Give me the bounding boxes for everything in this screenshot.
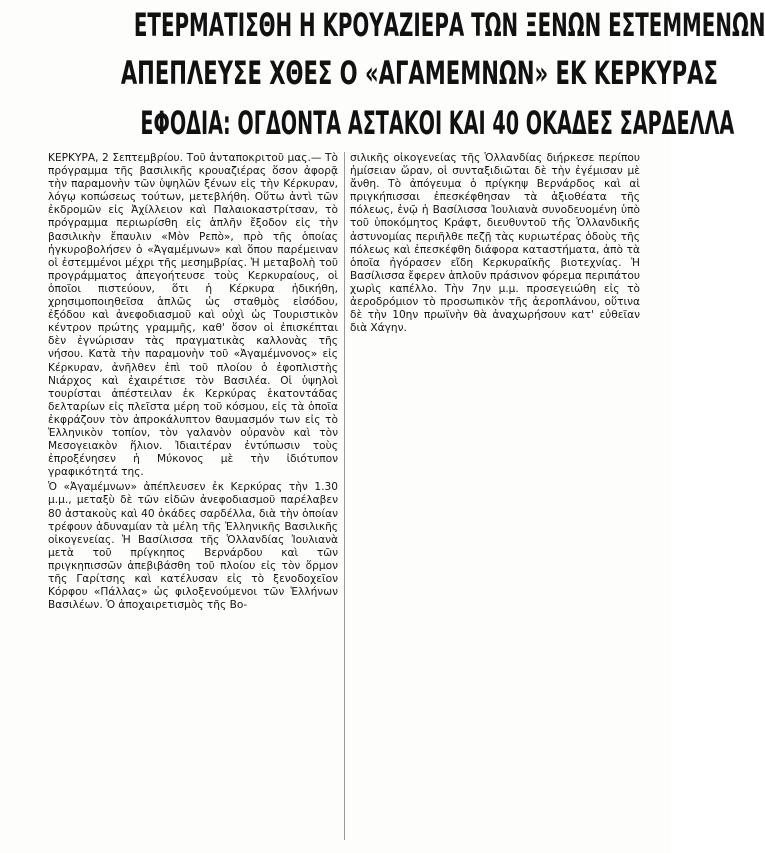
article-paragraph: ΚΕΡΚΥΡΑ, 2 Σεπτεμβρίου. Τοῦ ἀνταποκριτοῦ μας.— Τὸ πρόγραμμα τῆς βασιλικῆς κρουαζιέρας ὅσον ἀφορᾷ τὴν παραμονὴν τῶν ὑψηλῶν ξένων εἰς τὴν Κέρκυραν, λόγῳ κοπώσεως τούτων, μετεβλήθη. Οὕτω ἀντὶ τῶν ἐκδρομῶν εἰς Ἀχίλλειον καὶ Παλαιοκαστρίτσαν, τὸ πρόγραμμα περιωρίσθη εἰς ἁπλῆν ἔξοδον εἰς τὴν βασιλικὴν ἔπαυλιν «Μὸν Ρεπὸ», πρὸ τῆς ὁποίας ἠγκυροβολήσεν ὁ «Ἀγαμέμνων» καὶ ὅπου παρέμειναν οἱ ἐστεμμένοι μέχρι τῆς μεσημβρίας. Ἡ μεταβολὴ τοῦ προγράμματος ἀπεγοήτευσε τοὺς Κερκυραίους, οἱ ὁποῖοι πιστεύουν, ὅτι ἡ Κέρκυρα ἠδικήθη, χρησιμοποιηθεῖσα ἁπλῶς ὡς σταθμὸς εἰσόδου, ἐξόδου καὶ ἀνεφοδιασμοῦ καὶ οὐχὶ ὡς Τουριστικὸν κέντρον πρώτης γραμμῆς, καθ' ὅσον οἱ ἐπισκέπται δὲν ἐγνώρισαν τὰς πραγματικὰς καλλονὰς τῆς νήσου. Κατὰ τὴν παραμονὴν τοῦ «Ἀγαμέμνονος» εἰς Κέρκυραν, ἀνῆλθεν ἐπὶ τοῦ πλοίου ὁ ἐφοπλιστὴς Νιάρχος καὶ ἐχαιρέτισε τὸν Βασιλέα. Οἱ ὑψηλοὶ τουρίσται ἀπέστειλαν ἐκ Κερκύρας ἑκατοντάδας δελταρίων εἰς πλεῖστα μέρη τοῦ κόσμου, εἰς τὰ ὁποῖα ἐκφράζουν τὸν ἀπροκάλυπτον θαυμασμόν των εἰς τὸ Ἑλληνικὸν τοπίον, τὸν γαλανὸν οὐρανὸν καὶ τὸν Μεσογειακὸν ἥλιον. Ἰδιαιτέραν ἐντύπωσιν τοὺς ἐπροξένησεν ἡ Μύκονος μὲ τὴν ἰδιότυπον γραφικότητά της. [48, 152, 338, 479]
article-column-right [350, 152, 640, 335]
article-column-left [48, 152, 338, 612]
headline-line-3: ΕΦΟΔΙΑ: ΟΓΔΟΝΤΑ ΑΣΤΑΚΟΙ ΚΑΙ 40 ΟΚΑΔΕΣ ΣΑΡΔΕΛΛΑ [140, 104, 735, 142]
article-paragraph: σιλικῆς οἰκογενείας τῆς Ὁλλανδίας διήρκεσε περίπου ἡμίσειαν ὥραν, οἱ συνταξιδιῶται δὲ τὴν ἐγέμισαν μὲ ἄνθη. Τὸ ἀπόγευμα ὁ πρίγκηψ Βερνάρδος καὶ αἱ πριγκήπισσαι ἐπεσκέφθησαν τὰ ἀξιοθέατα τῆς πόλεως, ἐνῷ ἡ Βασίλισσα Ἰουλιανὰ συνοδευομένη ὑπὸ τοῦ ὑποκόμητος Κράφτ, διευθυντοῦ τῆς Ὁλλανδικῆς ἀστυνομίας περιῆλθε πεζῇ τὰς κυριωτέρας ὁδοὺς τῆς πόλεως καὶ ἐπεσκέφθη διάφορα καταστήματα, ἀπὸ τὰ ὁποῖα ἠγόρασεν εἴδη Κερκυραϊκῆς βιοτεχνίας. Ἡ Βασίλισσα ἔφερεν ἁπλοῦν πράσινον φόρεμα περιπάτου χωρὶς καπέλλο. Τὴν 7ην μ.μ. προσεγειώθη εἰς τὸ ἀεροδρόμιον τὸ προσωπικὸν τῆς ἀεροπλάνου, οὕτινα δὲ τὴν 10ην πρωϊνὴν θὰ ἀναχωρήσουν κατ' εὐθεῖαν διὰ Χάγην. [350, 152, 640, 335]
headline-line-2: ΑΠΕΠΛΕΥΣΕ ΧΘΕΣ Ο «ΑΓΑΜΕΜΝΩΝ» ΕΚ ΚΕΡΚΥΡΑΣ [120, 54, 718, 92]
column-divider [344, 152, 345, 840]
article-paragraph: Ὁ «Ἀγαμέμνων» ἀπέπλευσεν ἐκ Κερκύρας τὴν 1.30 μ.μ., μεταξὺ δὲ τῶν εἰδῶν ἀνεφοδιασμοῦ παρέλαβεν 80 ἀστακοὺς καὶ 40 ὀκάδες σαρδέλλα, διὰ τὴν ὁποίαν τρέφουν ἀδυναμίαν τὰ μέλη τῆς Ἑλληνικῆς Βασιλικῆς οἰκογενείας. Ἡ Βασίλισσα τῆς Ὁλλανδίας Ἰουλιανὰ μετὰ τοῦ πρίγκηπος Βερνάρδου καὶ τῶν πριγκηπισσῶν ἀπεβιβάσθη τοῦ πλοίου εἰς τὸν ὅρμον τῆς Γαρίτσης καὶ κατέλυσαν εἰς τὸ ξενοδοχεῖον Κόρφου «Πάλλας» ὡς φιλοξενούμενοι τῶν Ἑλλήνων Βασιλέων. Ὁ ἀποχαιρετισμὸς τῆς Βο- [48, 481, 338, 612]
headline-line-1: ΕΤΕΡΜΑΤΙΣΘΗ Η ΚΡΟΥΑΖΙΕΡΑ ΤΩΝ ΞΕΝΩΝ ΕΣΤΕΜΜΕΝΩΝ [133, 6, 765, 44]
